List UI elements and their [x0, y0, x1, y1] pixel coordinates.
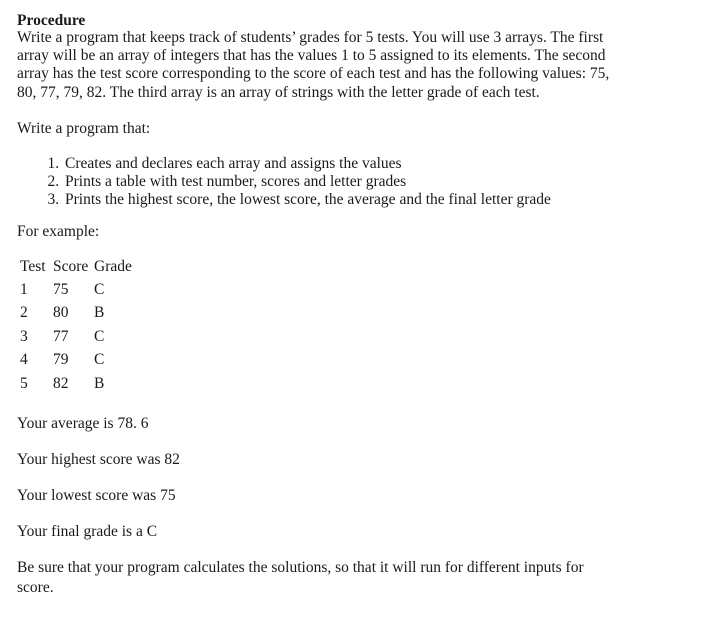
steps-list: [17, 155, 694, 209]
cell-score: 75: [53, 280, 69, 298]
table-header-row: [20, 258, 132, 281]
step-item: 2. Prints a table with test number, scores and letter grades: [63, 173, 694, 191]
cell-grade: B: [94, 374, 105, 392]
cell-grade: C: [94, 280, 105, 298]
highest-result: Your highest score was 82: [17, 451, 180, 469]
cell-grade: B: [94, 304, 105, 322]
cell-test: 2: [20, 304, 28, 322]
step-item: 3. Prints the highest score, the lowest score, the average and the final letter grade: [63, 191, 694, 209]
cell-score: 79: [53, 351, 69, 369]
cell-test: 3: [20, 327, 28, 345]
procedure-heading: Procedure: [17, 12, 86, 29]
table-row: [20, 281, 132, 305]
cell-score: 77: [53, 327, 69, 345]
table-row: [20, 328, 132, 352]
final-grade-result: Your final grade is a C: [17, 523, 158, 541]
header-test: Test: [20, 257, 46, 275]
grades-table: [20, 258, 132, 399]
step-item: 1. Creates and declares each array and assigns the values: [63, 155, 694, 173]
cell-test: 1: [20, 280, 28, 298]
cell-score: 82: [53, 374, 69, 392]
cell-score: 80: [53, 304, 69, 322]
header-score: Score: [53, 257, 89, 275]
average-result: Your average is 78. 6: [17, 415, 149, 433]
example-label: For example:: [17, 222, 100, 240]
table-row: [20, 304, 132, 328]
intro-paragraph: Write a program that keeps track of students’ grades for 5 tests. You will use 3 arrays. The first array will be an array of integers that has the values 1 to 5 assigned to its elements. The second array has the test score corresponding to the score of each test and has the following values: 75, 80, 77, 79, 82. The third array is an array of strings with the letter grade of each test.: [17, 29, 610, 101]
lowest-result: Your lowest score was 75: [17, 487, 176, 505]
closing-paragraph: Be sure that your program calculates the solutions, so that it will run for different inputs for score.: [17, 559, 584, 597]
cell-test: 5: [20, 374, 28, 392]
cell-test: 4: [20, 351, 28, 369]
table-row: [20, 351, 132, 375]
table-row: [20, 375, 132, 399]
cell-grade: C: [94, 351, 105, 369]
write-prompt: Write a program that:: [17, 119, 151, 137]
cell-grade: C: [94, 327, 105, 345]
header-grade: Grade: [94, 257, 132, 275]
